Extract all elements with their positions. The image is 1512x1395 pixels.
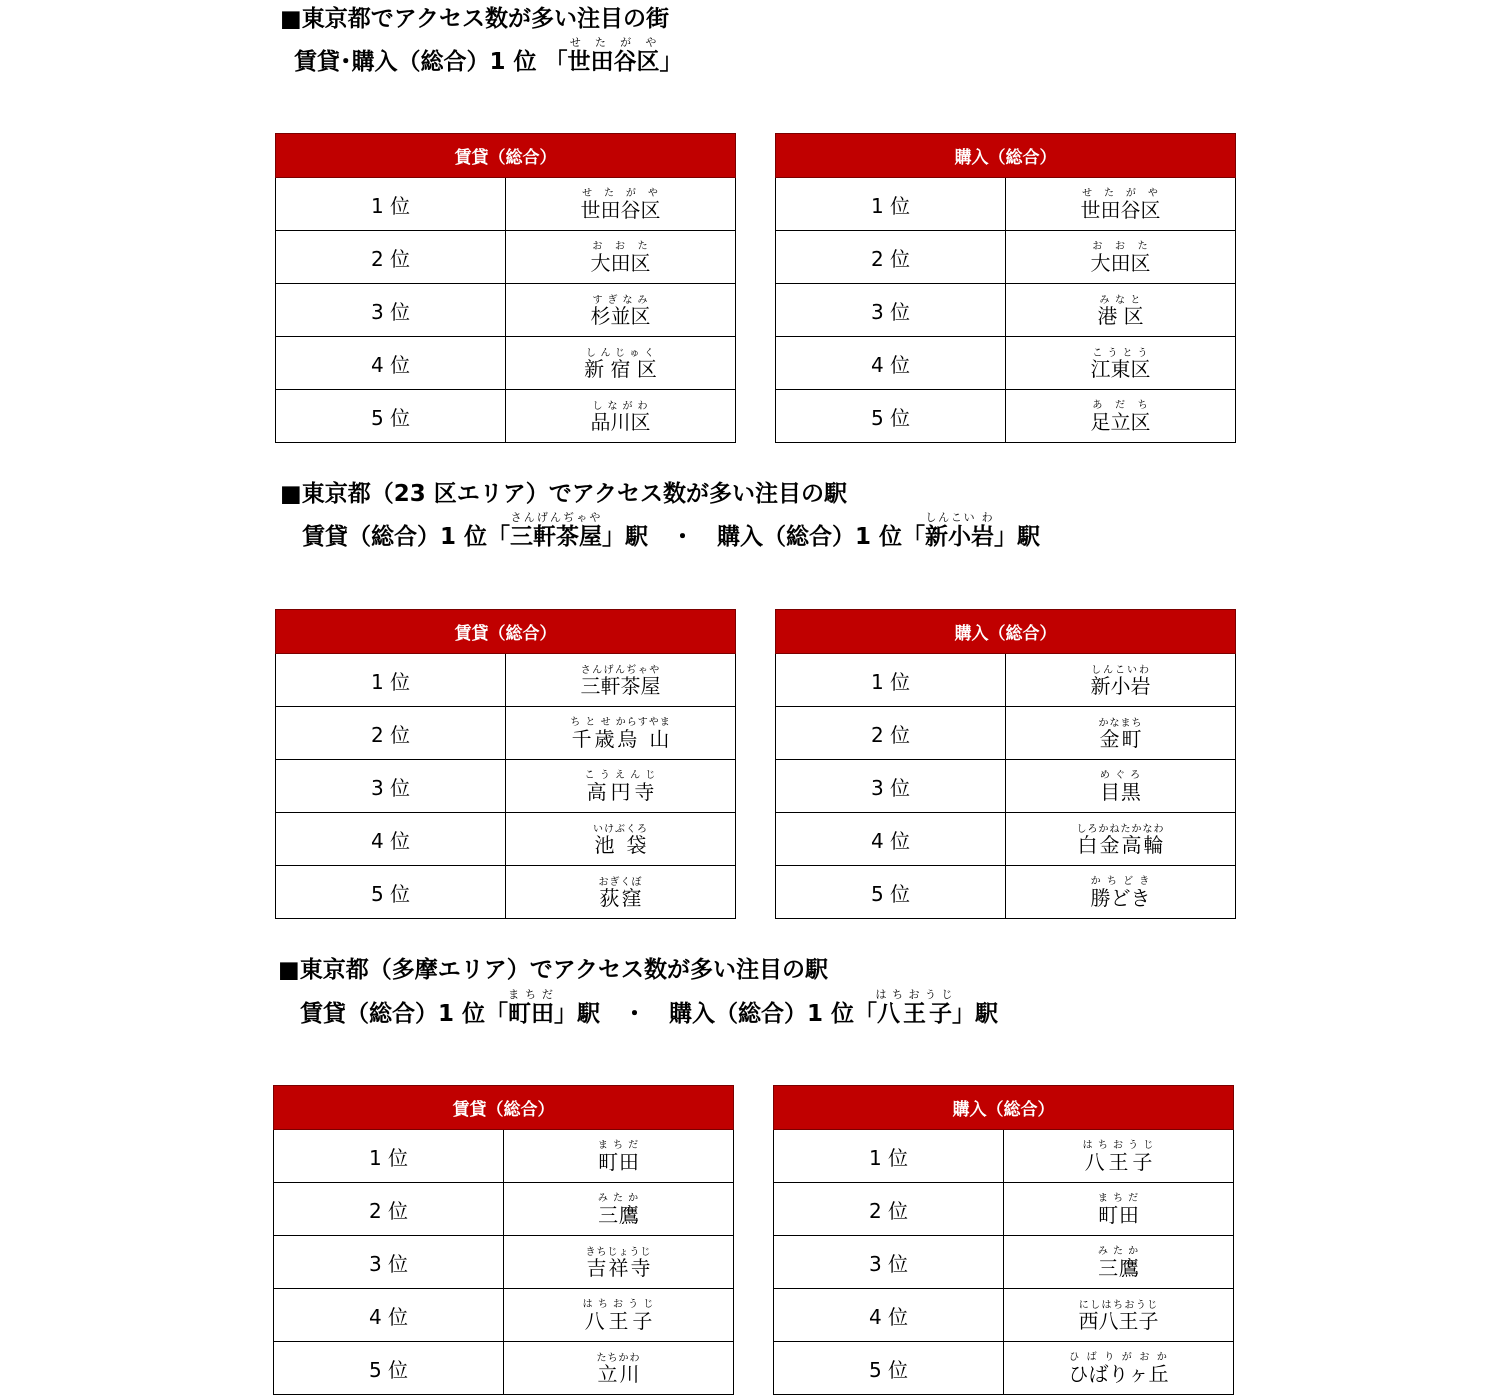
subtitle-ruby: 世田谷区せ た が や xyxy=(567,36,660,75)
table-row: 1 位 世田谷区せ た が や xyxy=(776,178,1236,231)
table-row: 1 位 八王子は ち お う じ xyxy=(774,1130,1234,1183)
table-row: 3 位 目黒め ぐ ろ xyxy=(776,760,1236,813)
table-row: 5 位 ひばりヶ丘ひ ば り が お か xyxy=(774,1342,1234,1395)
table-row: 3 位 高円寺こ う え ん じ xyxy=(276,760,736,813)
table-row: 4 位 白金高輪しろかねたかなわ xyxy=(776,813,1236,866)
rent-table-23ku xyxy=(275,609,736,919)
table-header: 購入（総合） xyxy=(774,1086,1234,1130)
table-row: 1 位 三軒茶屋さんげんぢゃや xyxy=(276,654,736,707)
buy-table-tama xyxy=(773,1085,1234,1395)
table-row: 5 位 勝どきか ち ど き xyxy=(776,866,1236,919)
table-row: 4 位 西八王子にしはちおうじ xyxy=(774,1289,1234,1342)
section-1-title: ■東京都でアクセス数が多い注目の街 xyxy=(280,6,670,32)
table-row: 2 位 大田区お お た xyxy=(776,231,1236,284)
table-row: 5 位 荻窪おぎくぼ xyxy=(276,866,736,919)
table-row: 1 位 新小岩しんこいわ xyxy=(776,654,1236,707)
table-row: 4 位 新 宿 区しんじゅく xyxy=(276,337,736,390)
table-header: 賃貸（総合） xyxy=(276,134,736,178)
table-row: 5 位 足立区あ だ ち xyxy=(776,390,1236,443)
table-row: 2 位 千歳烏 山ち と せ からすやま xyxy=(276,707,736,760)
table-row: 2 位 三鷹み た か xyxy=(274,1183,734,1236)
buy-table-23ku xyxy=(775,609,1236,919)
subtitle-suffix: 」 xyxy=(659,49,683,75)
table-header: 購入（総合） xyxy=(776,610,1236,654)
table-row: 1 位 世田谷区せ た が や xyxy=(276,178,736,231)
table-header: 賃貸（総合） xyxy=(276,610,736,654)
table-row: 2 位 金町かなまち xyxy=(776,707,1236,760)
section-1-subtitle xyxy=(294,36,683,76)
section-3-title: ■東京都（多摩エリア）でアクセス数が多い注目の駅 xyxy=(278,957,829,983)
table-row: 2 位 町田ま ち だ xyxy=(774,1183,1234,1236)
table-row: 2 位 大田区お お た xyxy=(276,231,736,284)
table-row: 4 位 池 袋いけぶくろ xyxy=(276,813,736,866)
table-row: 3 位 吉祥寺きちじょうじ xyxy=(274,1236,734,1289)
table-row: 5 位 品川区しながわ xyxy=(276,390,736,443)
subtitle-prefix: 賃貸･購入（総合）1 位 「 xyxy=(294,49,568,75)
table-row: 1 位 町田ま ち だ xyxy=(274,1130,734,1183)
section-3-subtitle: 賃貸（総合）1 位「町田ま ち だ」駅 ・ 購入（総合）1 位「八王子は ち お う じ」駅 xyxy=(300,988,999,1027)
buy-table-towns xyxy=(775,133,1236,443)
section-2-subtitle: 賃貸（総合）1 位「三軒茶屋さんげんぢゃや」駅 ・ 購入（総合）1 位「新小岩しんこい わ」駅 xyxy=(302,511,1041,550)
table-row: 4 位 江東区こうとう xyxy=(776,337,1236,390)
table-row: 4 位 八王子は ち お う じ xyxy=(274,1289,734,1342)
table-row: 3 位 港 区みなと xyxy=(776,284,1236,337)
table-header: 賃貸（総合） xyxy=(274,1086,734,1130)
section-2-title: ■東京都（23 区エリア）でアクセス数が多い注目の駅 xyxy=(280,481,848,507)
table-header: 購入（総合） xyxy=(776,134,1236,178)
rent-table-towns xyxy=(275,133,736,443)
table-row: 3 位 三鷹み た か xyxy=(774,1236,1234,1289)
table-row: 3 位 杉並区すぎなみ xyxy=(276,284,736,337)
table-row: 5 位 立川たちかわ xyxy=(274,1342,734,1395)
rent-table-tama xyxy=(273,1085,734,1395)
